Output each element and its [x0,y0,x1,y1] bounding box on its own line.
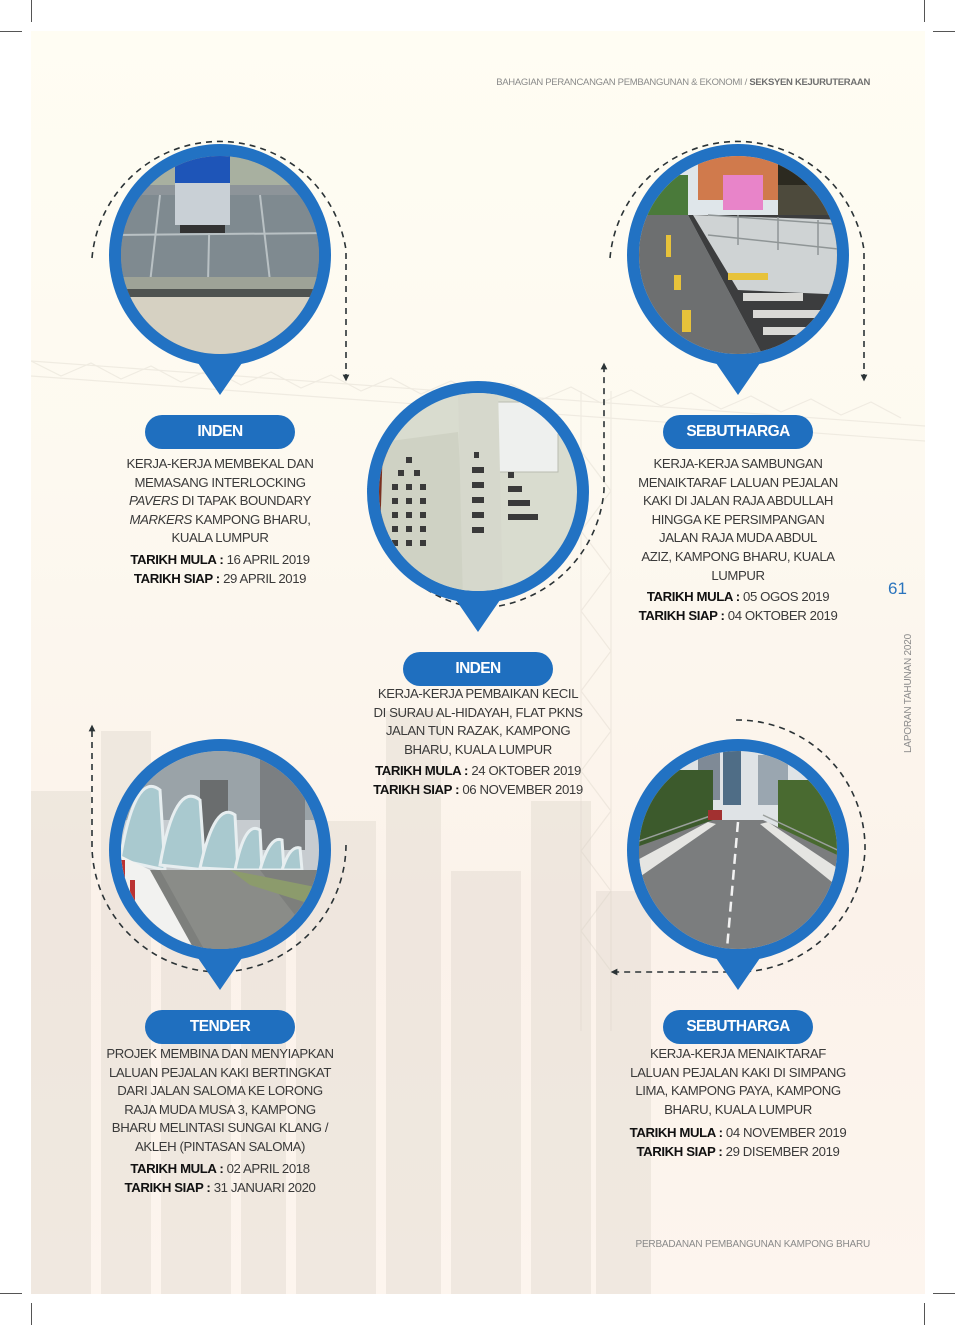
description-line [90,474,350,493]
start-date-row [70,1160,370,1179]
category-badge: SEBUTHARGA [663,415,813,449]
project-dates [588,588,888,625]
start-date: 04 NOVEMBER 2019 [725,1125,847,1140]
description-text: KERJA-KERJA MEMBEKAL DAN [126,456,314,471]
start-date: 24 OKTOBER 2019 [471,763,581,778]
description-text: PROJEK MEMBINA DAN MENYIAPKAN [106,1046,334,1061]
description-line [338,722,618,741]
start-date-label: TARIKH MULA : [629,1125,723,1140]
start-date-label: TARIKH MULA : [130,1161,224,1176]
project-description [598,1045,878,1119]
pin-pointer [456,600,500,632]
description-text: BHARU MELINTASI SUNGAI KLANG / [111,1120,329,1136]
description-line [75,1045,365,1064]
description-line [75,1119,365,1138]
description-line [338,704,618,723]
description-line [598,1064,878,1083]
crop-mark [924,0,925,22]
end-date: 04 OKTOBER 2019 [727,607,838,623]
description-text: LIMA, KAMPONG PAYA, KAMPONG [635,1083,841,1099]
end-date-row [588,1143,888,1162]
end-date-label: TARIKH SIAP : [133,570,220,586]
end-date-row [588,607,888,626]
pin-pointer [198,363,242,395]
description-line [90,455,350,474]
end-date-label: TARIKH SIAP : [636,1143,723,1159]
end-date-row [70,570,370,589]
pin-pointer [716,958,760,990]
project-pin [363,377,593,667]
category-badge: TENDER [145,1010,295,1044]
page-footer: PERBADANAN PEMBANGUNAN KAMPONG BHARU [635,1239,870,1250]
description-text: AZIZ, KAMPONG BHARU, KUALA [641,548,835,564]
description-line [608,567,868,586]
start-date: 05 OGOS 2019 [743,589,830,604]
description-text: HINGGA KE PERSIMPANGAN [651,511,825,527]
department-name: BAHAGIAN PERANCANGAN PEMBANGUNAN & EKONOMI / [496,77,747,88]
description-text: JALAN RAJA MUDA ABDUL [659,530,817,546]
report-title: LAPORAN TAHUNAN 2020 [903,633,914,753]
description-text: DI TAPAK BOUNDARY [178,493,311,509]
crop-mark [31,1303,32,1325]
start-date-row [588,1124,888,1143]
description-text: KERJA-KERJA MENAIKTARAF [650,1046,826,1061]
category-badge: INDEN [145,415,295,449]
project-pin [623,735,853,1025]
description-line [338,741,618,760]
description-text: BHARU, KUALA LUMPUR [664,1101,812,1117]
crop-mark [924,1303,925,1325]
end-date-row [70,1179,370,1198]
project-dates [70,1160,370,1197]
end-date: 29 DISEMBER 2019 [725,1143,840,1159]
project-description [75,1045,365,1157]
project-dates [588,1124,888,1161]
description-text: DARI JALAN SALOMA KE LORONG [117,1083,323,1099]
crop-mark [31,0,32,22]
description-line [90,511,350,530]
description-text: KAKI DI JALAN RAJA ABDULLAH [642,493,834,509]
description-text: KERJA-KERJA PEMBAIKAN KECIL [377,686,579,701]
description-line [608,548,868,567]
project-dates [70,551,370,588]
description-text: KAMPONG BHARU, [191,511,311,527]
description-text: MENAIKTARAF LALUAN PEJALAN [638,474,838,490]
description-text: AKLEH (PINTASAN SALOMA) [134,1138,306,1154]
description-italic: PAVERS [129,493,179,509]
description-line [75,1138,365,1157]
description-line [75,1082,365,1101]
start-date-label: TARIKH MULA : [646,589,740,604]
description-line [608,529,868,548]
start-date-row [588,588,888,607]
description-line [75,1101,365,1120]
description-text: LUMPUR [711,567,765,583]
description-text: JALAN TUN RAZAK, KAMPONG [385,723,571,739]
description-line [75,1064,365,1083]
project-description [338,685,618,759]
end-date-label: TARIKH SIAP : [638,607,725,623]
end-date-label: TARIKH SIAP : [124,1179,211,1195]
description-text: BHARU, KUALA LUMPUR [404,741,552,757]
description-line [90,492,350,511]
description-text: LALUAN PEJALAN KAKI DI SIMPANG [630,1064,846,1080]
pin-pointer [198,958,242,990]
description-line [338,685,618,704]
pin-pointer [716,363,760,395]
end-date: 06 NOVEMBER 2019 [462,781,583,797]
description-line [598,1045,878,1064]
crop-mark [0,31,22,32]
page-header [496,77,870,88]
project-pin [105,735,335,1025]
description-line [608,474,868,493]
start-date-row [328,762,628,781]
end-date: 29 APRIL 2019 [223,570,307,586]
start-date-label: TARIKH MULA : [375,763,469,778]
category-badge: INDEN [403,652,553,686]
description-italic: MARKERS [129,511,192,527]
crop-mark [933,31,955,32]
crop-mark [933,1293,955,1294]
category-badge: SEBUTHARGA [663,1010,813,1044]
end-date-row [328,781,628,800]
description-line [608,511,868,530]
description-text: KUALA LUMPUR [171,530,269,546]
description-text: LALUAN PEJALAN KAKI BERTINGKAT [108,1064,332,1080]
project-description [90,455,350,548]
project-pin [105,140,335,430]
description-text: MEMASANG INTERLOCKING [134,474,306,490]
description-line [598,1082,878,1101]
description-line [90,529,350,548]
description-line [598,1101,878,1120]
start-date: 02 APRIL 2018 [226,1161,310,1176]
project-dates [328,762,628,799]
end-date: 31 JANUARI 2020 [213,1179,316,1195]
project-pin [623,140,853,430]
end-date-label: TARIKH SIAP : [373,781,460,797]
description-line [608,455,868,474]
page-number: 61 [888,579,907,598]
crop-mark [0,1293,22,1294]
section-name: SEKSYEN KEJURUTERAAN [749,77,870,88]
description-text: KERJA-KERJA SAMBUNGAN [653,456,823,471]
description-line [608,492,868,511]
start-date-row [70,551,370,570]
start-date-label: TARIKH MULA : [130,552,224,567]
description-text: DI SURAU AL-HIDAYAH, FLAT PKNS [373,704,583,720]
start-date: 16 APRIL 2019 [226,552,310,567]
description-text: RAJA MUDA MUSA 3, KAMPONG [124,1101,316,1117]
project-description [608,455,868,585]
